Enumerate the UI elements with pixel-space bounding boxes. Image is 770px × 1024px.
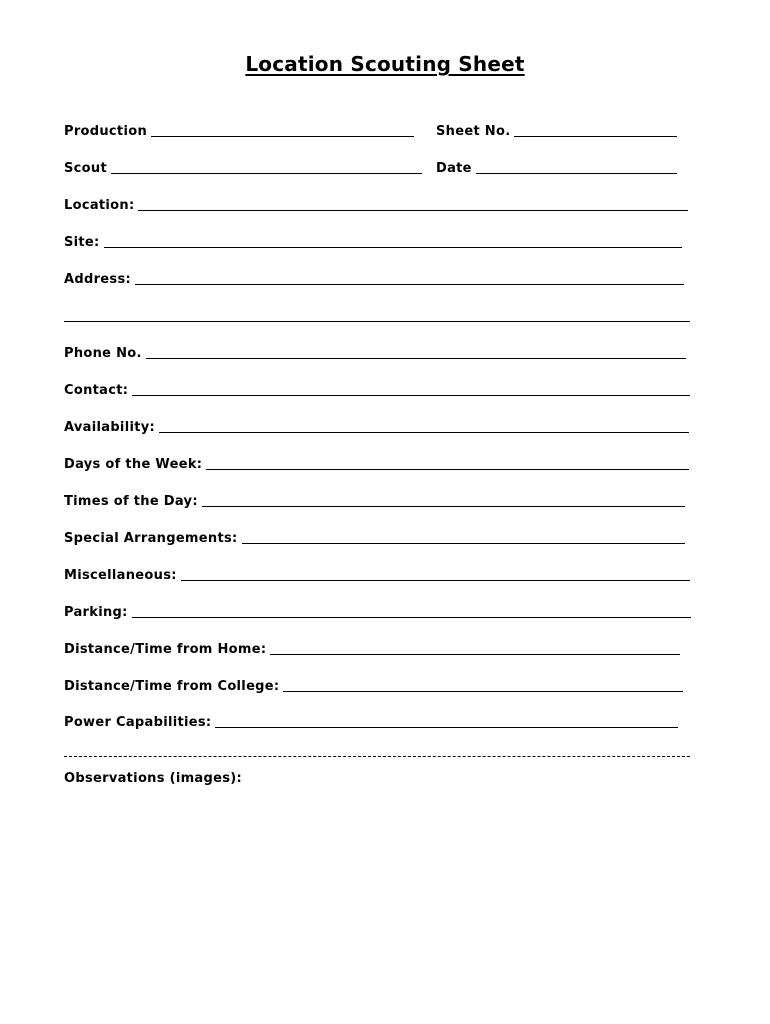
phone-field[interactable] bbox=[64, 346, 686, 361]
parking-label: Parking: bbox=[64, 605, 128, 620]
parking-input-line[interactable] bbox=[132, 616, 691, 618]
parking-field[interactable] bbox=[64, 605, 691, 620]
days-of-week-field[interactable] bbox=[64, 457, 689, 472]
days-of-week-input-line[interactable] bbox=[206, 468, 689, 470]
production-input-line[interactable] bbox=[151, 135, 414, 137]
miscellaneous-label: Miscellaneous: bbox=[64, 568, 177, 583]
phone-input-line[interactable] bbox=[146, 357, 686, 359]
location-field[interactable] bbox=[64, 198, 688, 213]
special-arrangements-label: Special Arrangements: bbox=[64, 531, 238, 546]
production-label: Production bbox=[64, 124, 147, 139]
contact-label: Contact: bbox=[64, 383, 129, 398]
site-label: Site: bbox=[64, 235, 100, 250]
distance-home-label: Distance/Time from Home: bbox=[64, 642, 267, 657]
times-of-day-input-line[interactable] bbox=[202, 505, 685, 507]
date-input-line[interactable] bbox=[476, 172, 677, 174]
address-continuation-line[interactable] bbox=[64, 321, 690, 322]
observations-label: Observations (images): bbox=[64, 771, 243, 786]
distance-college-field[interactable] bbox=[64, 679, 683, 694]
date-label: Date bbox=[436, 161, 472, 176]
scout-label: Scout bbox=[64, 161, 107, 176]
distance-college-input-line[interactable] bbox=[283, 690, 683, 692]
production-field[interactable] bbox=[64, 124, 414, 139]
distance-college-label: Distance/Time from College: bbox=[64, 679, 280, 694]
power-input-line[interactable] bbox=[215, 726, 678, 728]
special-arrangements-field[interactable] bbox=[64, 531, 685, 546]
address-field[interactable] bbox=[64, 272, 684, 287]
power-label: Power Capabilities: bbox=[64, 715, 212, 730]
miscellaneous-field[interactable] bbox=[64, 568, 690, 583]
times-of-day-label: Times of the Day: bbox=[64, 494, 198, 509]
phone-label: Phone No. bbox=[64, 346, 142, 361]
address-input-line[interactable] bbox=[135, 283, 684, 285]
location-input-line[interactable] bbox=[138, 209, 688, 211]
miscellaneous-input-line[interactable] bbox=[181, 579, 690, 581]
page-title: Location Scouting Sheet bbox=[245, 52, 525, 76]
times-of-day-field[interactable] bbox=[64, 494, 685, 509]
sheet-no-field[interactable] bbox=[436, 124, 677, 139]
sheet-no-label: Sheet No. bbox=[436, 124, 511, 139]
power-field[interactable] bbox=[64, 715, 678, 730]
scout-field[interactable] bbox=[64, 161, 422, 176]
days-of-week-label: Days of the Week: bbox=[64, 457, 203, 472]
dashed-divider bbox=[64, 756, 690, 757]
site-field[interactable] bbox=[64, 235, 682, 250]
sheet-no-input-line[interactable] bbox=[514, 135, 677, 137]
contact-input-line[interactable] bbox=[132, 394, 690, 396]
distance-home-input-line[interactable] bbox=[270, 653, 680, 655]
site-input-line[interactable] bbox=[104, 246, 682, 248]
distance-home-field[interactable] bbox=[64, 642, 680, 657]
location-label: Location: bbox=[64, 198, 135, 213]
date-field[interactable] bbox=[436, 161, 677, 176]
availability-label: Availability: bbox=[64, 420, 155, 435]
scout-input-line[interactable] bbox=[111, 172, 422, 174]
address-label: Address: bbox=[64, 272, 131, 287]
special-arrangements-input-line[interactable] bbox=[242, 542, 685, 544]
availability-input-line[interactable] bbox=[159, 431, 689, 433]
contact-field[interactable] bbox=[64, 383, 690, 398]
availability-field[interactable] bbox=[64, 420, 689, 435]
